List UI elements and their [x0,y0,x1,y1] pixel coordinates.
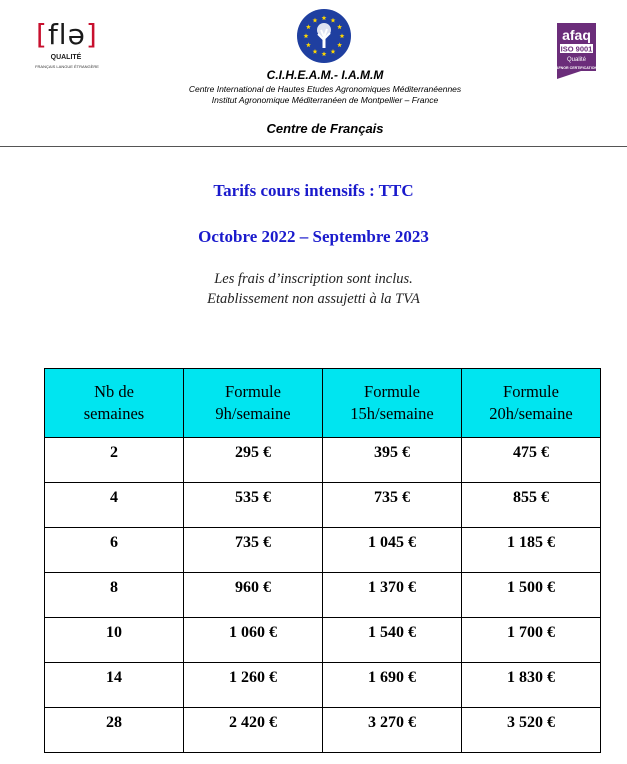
cell-price-20h: 1 700 € [462,618,601,663]
cell-price-9h: 295 € [184,438,323,483]
table-row [45,618,601,663]
header-divider [0,146,627,147]
org-line-1: Centre International de Hautes Etudes Agronomiques Méditerranéennes [188,84,462,94]
table-row [45,663,601,708]
cell-weeks: 4 [45,483,184,528]
cell-price-15h: 1 045 € [323,528,462,573]
cell-price-9h: 1 060 € [184,618,323,663]
header-15h: Formule 15h/semaine [323,369,462,438]
header-20h: Formule 20h/semaine [462,369,601,438]
header-9h: Formule 9h/semaine [184,369,323,438]
cell-price-15h: 3 270 € [323,708,462,753]
page-title: Tarifs cours intensifs : TTC [213,181,414,200]
table-row [45,573,601,618]
table-header-row [45,369,601,438]
cell-price-15h: 1 540 € [323,618,462,663]
afaq-iso-logo [553,21,600,81]
price-table [44,368,601,753]
fle-quality-logo [36,20,98,82]
fle-logo-tagline: FRANÇAIS LANGUE ÉTRANGÈRE [35,64,99,69]
header-weeks: Nb de semaines [45,369,184,438]
cell-price-9h: 2 420 € [184,708,323,753]
table-row [45,528,601,573]
cell-price-15h: 395 € [323,438,462,483]
period-title: Octobre 2022 – Septembre 2023 [198,227,429,246]
afaq-cert: AFNOR CERTIFICATION [555,66,598,70]
note-vat-exempt: Etablissement non assujetti à la TVA [207,291,420,307]
cell-price-20h: 3 520 € [462,708,601,753]
table-row [45,438,601,483]
cell-price-20h: 475 € [462,438,601,483]
cell-price-15h: 1 370 € [323,573,462,618]
afaq-standard: ISO 9001 [560,44,593,54]
cell-price-15h: 735 € [323,483,462,528]
cell-price-9h: 735 € [184,528,323,573]
note-fees-included: Les frais d’inscription sont inclus. [214,271,413,287]
cell-price-9h: 1 260 € [184,663,323,708]
afaq-quality: Qualité [566,57,587,63]
centre-title: Centre de Français [266,121,384,136]
org-name: C.I.H.E.A.M.- I.A.M.M [266,68,384,82]
cell-price-15h: 1 690 € [323,663,462,708]
cell-weeks: 14 [45,663,184,708]
cell-weeks: 8 [45,573,184,618]
fle-logo-quality: QUALITÉ [50,54,82,61]
table-row [45,708,601,753]
cell-weeks: 2 [45,438,184,483]
cell-price-20h: 1 185 € [462,528,601,573]
cell-weeks: 28 [45,708,184,753]
ciheam-emblem-icon [296,8,352,64]
cell-price-9h: 535 € [184,483,323,528]
fle-logo-mark: [flə] [36,18,98,51]
cell-price-9h: 960 € [184,573,323,618]
cell-price-20h: 1 500 € [462,573,601,618]
cell-price-20h: 1 830 € [462,663,601,708]
org-line-2: Institut Agronomique Méditerranéen de Montpellier – France [211,95,439,105]
table-row [45,483,601,528]
afaq-brand: afaq [562,27,591,43]
cell-weeks: 10 [45,618,184,663]
cell-weeks: 6 [45,528,184,573]
cell-price-20h: 855 € [462,483,601,528]
